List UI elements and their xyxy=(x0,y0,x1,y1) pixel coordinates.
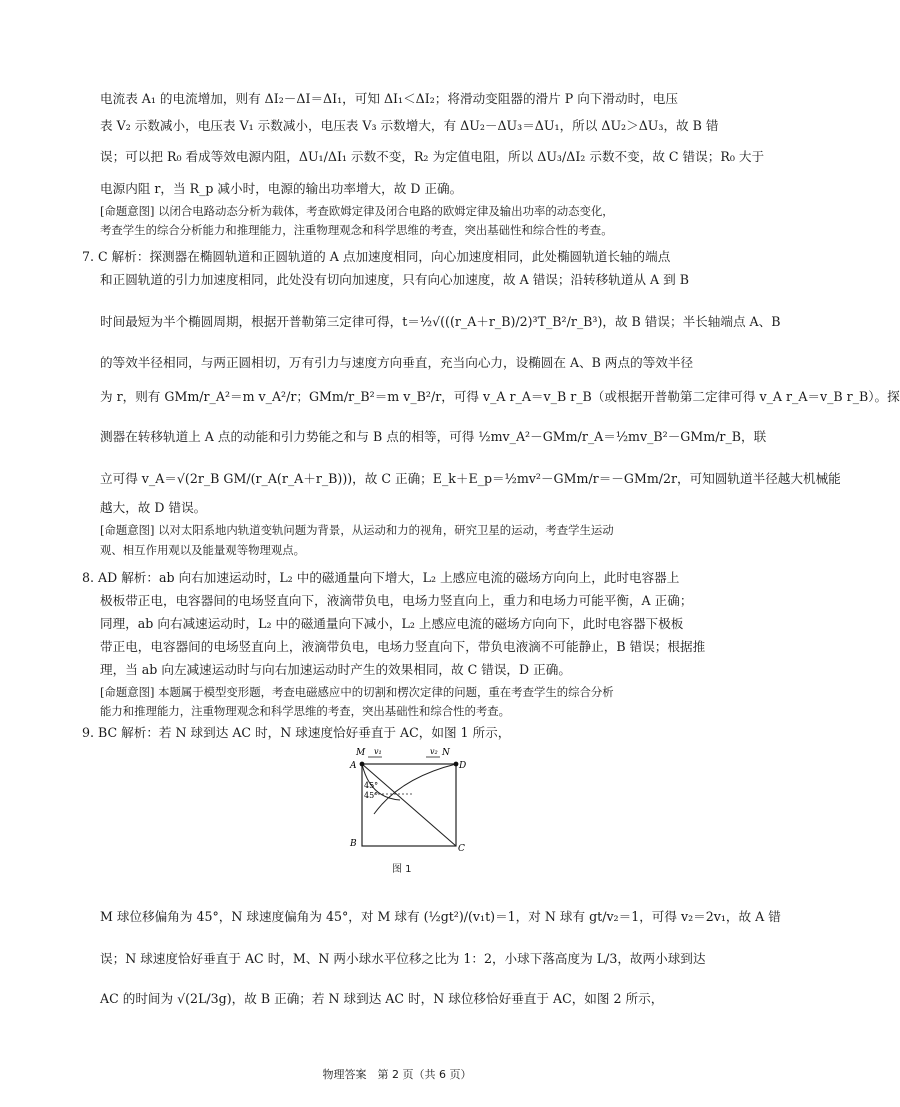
label-v2: v₂ xyxy=(430,747,438,756)
label-m: M xyxy=(356,748,366,758)
body-line: 误；可以把 R₀ 看成等效电源内阻，ΔU₁/ΔI₁ 示数不变，R₂ 为定值电阻，所以 ΔU₃/ΔI₂ 示数不变，故 C 错误；R₀ 大于 xyxy=(100,149,765,164)
label-c: C xyxy=(458,844,465,854)
answer-q7-line: 立可得 v_A＝√(2r_B GM/(r_A(r_A＋r_B)))，故 C 正确；E_k＋E_p＝½mv²－GMm/r＝－GMm/2r，可知圆轨道半径越大机械能 xyxy=(100,471,841,486)
figure-caption: 图 1 xyxy=(392,864,412,875)
answer-q8-line: 8. AD 解析：ab 向右加速运动时，L₂ 中的磁通量向下增大，L₂ 上感应电流的磁场方向向上，此时电容器上 xyxy=(82,570,680,585)
label-v1: v₁ xyxy=(374,747,382,756)
answer-q7-line: 的等效半径相同，与两正圆相切，万有引力与速度方向垂直，充当向心力，设椭圆在 A、B 两点的等效半径 xyxy=(100,355,694,370)
label-angle-1: 45° xyxy=(364,781,379,790)
point-d xyxy=(454,762,459,767)
intent-note: [命题意图] 以对太阳系地内轨道变轨问题为背景，从运动和力的视角，研究卫星的运动，考查学生运动 xyxy=(100,523,614,537)
label-a: A xyxy=(350,761,357,771)
diagonal-ac xyxy=(362,764,456,846)
point-a xyxy=(360,762,365,767)
body-line: 表 V₂ 示数减小，电压表 V₁ 示数减小，电压表 V₃ 示数增大，有 ΔU₂－ΔU₃＝ΔU₁，所以 ΔU₂＞ΔU₃，故 B 错 xyxy=(100,118,719,133)
label-n: N xyxy=(442,748,450,758)
answer-q7-line: 时间最短为半个椭圆周期，根据开普勒第三定律可得，t＝½√(((r_A＋r_B)/2)³T_B²/r_B³)，故 B 错误；半长轴端点 A、B xyxy=(100,314,781,329)
body-line: 电流表 A₁ 的电流增加，则有 ΔI₂－ΔI＝ΔI₁，可知 ΔI₁＜ΔI₂；将滑动变阻器的滑片 P 向下滑动时，电压 xyxy=(100,91,678,106)
intent-note: 能力和推理能力，注重物理观念和科学思维的考查，突出基础性和综合性的考查。 xyxy=(100,704,511,718)
label-b: B xyxy=(350,839,357,849)
intent-note: [命题意图] 以闭合电路动态分析为载体，考查欧姆定律及闭合电路的欧姆定律及输出功率的动态变化， xyxy=(100,204,614,218)
label-d: D xyxy=(459,761,467,771)
answer-q8-line: 理，当 ab 向左减速运动时与向右加速运动时产生的效果相同，故 C 错误，D 正确。 xyxy=(100,662,571,677)
answer-q9-line: 误；N 球速度恰好垂直于 AC 时，M、N 两小球水平位移之比为 1：2，小球下落高度为 L/3，故两小球到达 xyxy=(100,951,706,966)
answer-q7-line: 越大，故 D 错误。 xyxy=(100,500,207,515)
answer-q8-line: 带正电，电容器间的电场竖直向上，液滴带负电，电场力竖直向下，带负电液滴不可能静止，B 错误；根据推 xyxy=(100,639,706,654)
intent-note: [命题意图] 本题属于模型变形题，考查电磁感应中的切割和楞次定律的问题，重在考查学生的综合分析 xyxy=(100,685,614,699)
answer-q7-line: 7. C 解析：探测器在椭圆轨道和正圆轨道的 A 点加速度相同，向心加速度相同，此处椭圆轨道长轴的端点 xyxy=(82,249,671,264)
answer-q9-line: M 球位移偏角为 45°，N 球速度偏角为 45°，对 M 球有 (½gt²)/(v₁t)＝1，对 N 球有 gt/v₂＝1，可得 v₂＝2v₁，故 A 错 xyxy=(100,909,781,924)
answer-q7-line: 为 r，则有 GMm/r_A²＝m v_A²/r；GMm/r_B²＝m v_B²/r，可得 v_A r_A＝v_B r_B（或根据开普勒第二定律可得 v_A r_A＝v_B r_B）。探 xyxy=(100,389,900,404)
answer-q9-line: 9. BC 解析：若 N 球到达 AC 时，N 球速度恰好垂直于 AC，如图 1 所示， xyxy=(82,725,511,740)
page-footer: 物理答案 第 2 页（共 6 页） xyxy=(322,1068,472,1081)
intent-note: 观、相互作用观以及能量观等物理观点。 xyxy=(100,543,306,557)
trajectory-n xyxy=(374,764,456,814)
answer-q7-line: 测器在转移轨道上 A 点的动能和引力势能之和与 B 点的相等，可得 ½mv_A²－GMm/r_A＝½mv_B²－GMm/r_B，联 xyxy=(100,429,767,444)
label-angle-2: 45° xyxy=(364,791,379,800)
intent-note: 考查学生的综合分析能力和推理能力，注重物理观念和科学思维的考查，突出基础性和综合性的考查。 xyxy=(100,223,613,237)
answer-q7-line: 和正圆轨道的引力加速度相同，此处没有切向加速度，只有向心加速度，故 A 错误；沿转移轨道从 A 到 B xyxy=(100,272,689,287)
answer-q9-line: AC 的时间为 √(2L/3g)，故 B 正确；若 N 球到达 AC 时，N 球位移恰好垂直于 AC，如图 2 所示， xyxy=(100,991,664,1006)
answer-q8-line: 极板带正电，电容器间的电场竖直向下，液滴带负电，电场力竖直向上，重力和电场力可能平衡，A 正确； xyxy=(100,593,693,608)
figure-1-diagram xyxy=(330,738,470,878)
body-line: 电源内阻 r，当 R_p 减小时，电源的输出功率增大，故 D 正确。 xyxy=(100,181,463,196)
answer-q8-line: 同理，ab 向右减速运动时，L₂ 中的磁通量向下减小，L₂ 上感应电流的磁场方向向下，此时电容器下极板 xyxy=(100,616,684,631)
